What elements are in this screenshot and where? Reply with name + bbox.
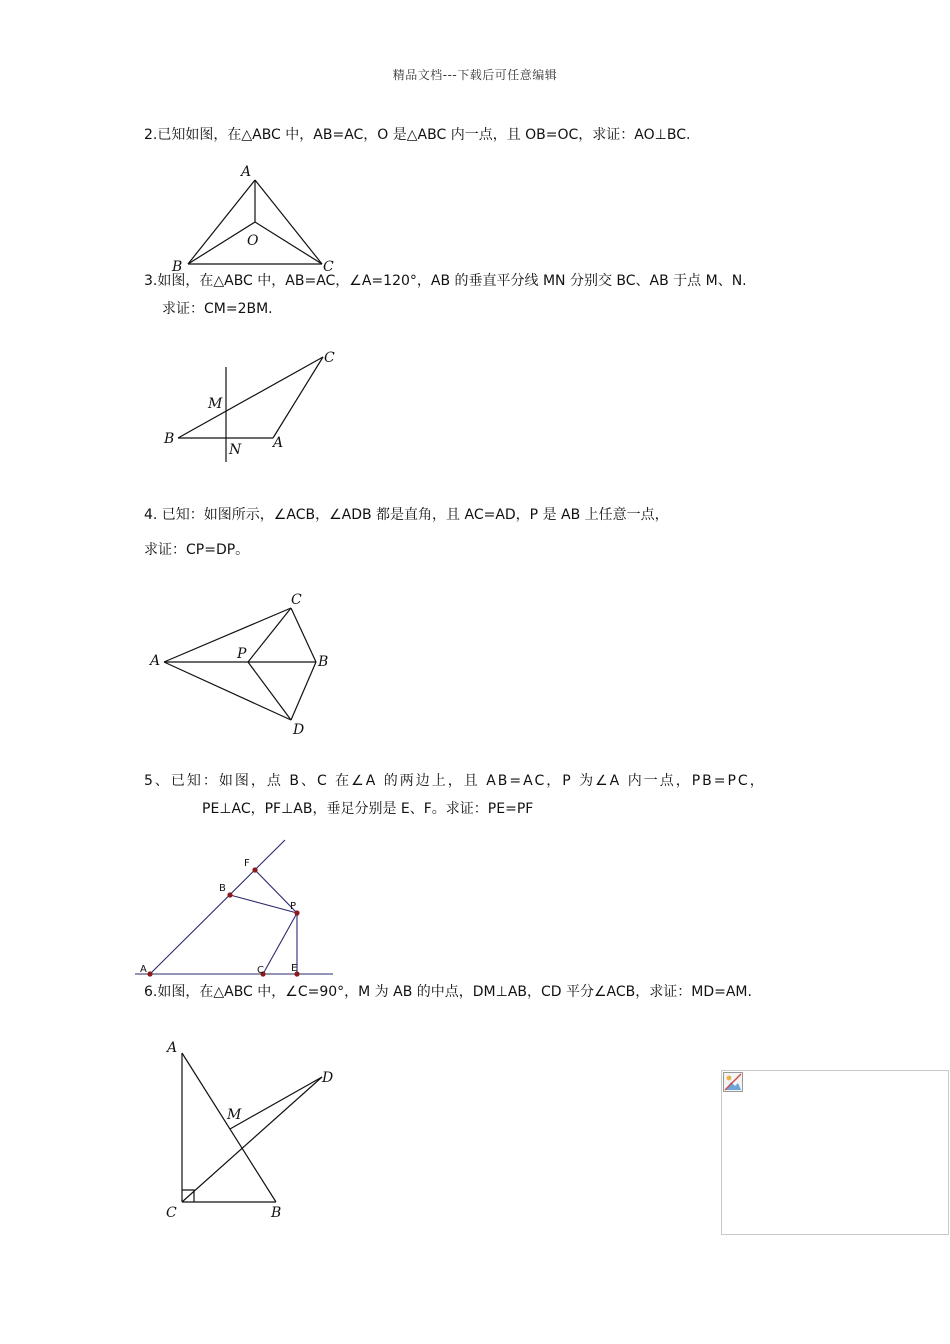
fig5-ray-AB	[150, 840, 285, 974]
problem-5-text: 5、已知：如图，点 B、C 在∠A 的两边上，且 AB=AC，P 为∠A 内一点，PB=PC，	[144, 773, 766, 789]
fig2-segment-AC	[255, 180, 322, 264]
fig5-label-C: C	[257, 965, 264, 976]
fig4-segment-AD	[164, 662, 291, 720]
fig5-point-B	[227, 892, 232, 897]
fig4-label-D: D	[293, 722, 305, 738]
fig4-segment-DB	[291, 662, 316, 720]
fig4-segment-DP	[248, 662, 291, 720]
fig5-segment-BP	[230, 895, 297, 913]
fig3-label-B: B	[164, 431, 175, 447]
fig4-segment-AC	[164, 608, 291, 662]
fig3-label-N: N	[229, 442, 242, 458]
fig6-segment-AB	[182, 1053, 276, 1202]
fig2-label-A: A	[241, 164, 252, 180]
figure-problem-2	[160, 158, 360, 278]
problem-2-text: 2.已知如图，在△ABC 中，AB=AC，O 是△ABC 内一点，且 OB=OC，求证：AO⊥BC.	[144, 127, 691, 143]
fig2-segment-OC	[255, 222, 322, 264]
problem-5-text-2: PE⊥AC，PF⊥AB，垂足分别是 E、F。求证：PE=PF	[202, 801, 534, 817]
fig6-label-D: D	[322, 1070, 334, 1086]
fig5-point-F	[252, 867, 257, 872]
fig4-label-C: C	[291, 592, 302, 608]
fig5-label-P: P	[290, 901, 297, 912]
fig3-segment-AC	[273, 357, 323, 438]
fig2-segment-AB	[188, 180, 255, 264]
problem-3-prove: 求证：CM=2BM.	[162, 301, 273, 317]
fig4-label-A: A	[150, 653, 161, 669]
fig6-label-A: A	[167, 1040, 178, 1056]
fig5-label-F: F	[244, 858, 250, 869]
fig5-point-A	[147, 971, 152, 976]
figure-problem-4	[145, 588, 345, 738]
broken-image-icon	[723, 1072, 743, 1092]
fig3-label-A: A	[273, 435, 284, 451]
figure-problem-5	[135, 838, 345, 983]
page-header: 精品文档---下载后可任意编辑	[392, 68, 558, 82]
fig6-label-C: C	[166, 1205, 177, 1221]
broken-image-placeholder	[721, 1070, 949, 1235]
fig5-label-B: B	[219, 883, 226, 894]
problem-4-prove: 求证：CP=DP。	[144, 542, 250, 558]
fig2-label-O: O	[247, 233, 259, 249]
problem-3-text: 3.如图，在△ABC 中，AB=AC，∠A=120°，AB 的垂直平分线 MN 分别交 BC、AB 于点 M、N.	[144, 273, 747, 289]
fig2-label-C: C	[323, 259, 334, 275]
fig3-label-C: C	[324, 350, 335, 366]
problem-4-text: 4. 已知：如图所示，∠ACB，∠ADB 都是直角，且 AC=AD，P 是 AB 上任意一点，	[144, 507, 669, 523]
fig2-label-B: B	[172, 259, 183, 275]
fig4-label-P: P	[237, 646, 247, 662]
fig3-segment-BC	[178, 357, 323, 438]
fig6-segment-MD	[230, 1077, 322, 1129]
fig6-label-M: M	[227, 1107, 242, 1123]
figure-problem-6	[160, 1035, 350, 1225]
fig3-label-M: M	[208, 396, 223, 412]
fig6-segment-CD	[182, 1077, 322, 1202]
fig5-label-A: A	[140, 964, 147, 975]
fig6-label-B: B	[271, 1205, 282, 1221]
figure-problem-3	[160, 345, 350, 465]
fig2-segment-OB	[188, 222, 255, 264]
fig5-label-E: E	[291, 963, 298, 974]
fig4-segment-CB	[291, 608, 316, 662]
problem-6-text: 6.如图，在△ABC 中，∠C=90°，M 为 AB 的中点，DM⊥AB，CD 平分∠ACB，求证：MD=AM.	[144, 984, 752, 1000]
fig4-segment-CP	[248, 608, 291, 662]
fig4-label-B: B	[318, 654, 329, 670]
